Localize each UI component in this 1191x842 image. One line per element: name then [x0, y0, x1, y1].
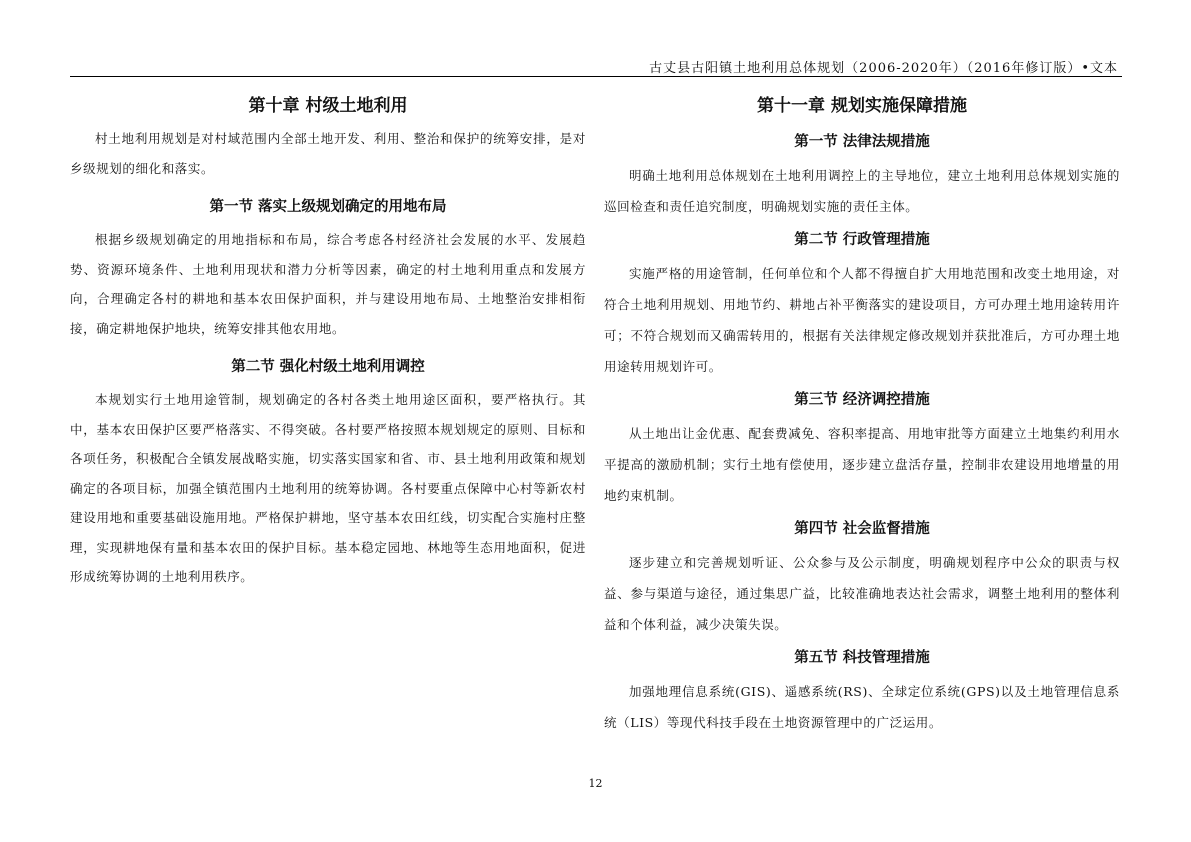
section-title: 第四节 社会监督措施: [794, 521, 930, 537]
right-column: [604, 88, 1120, 738]
section-text: 加强地理信息系统(GIS)、遥感系统(RS)、全球定位系统(GPS)以及土地管理信息系统（LIS）等现代科技手段在土地资源管理中的广泛运用。: [604, 684, 1120, 730]
section-title: 第二节 强化村级土地利用调控: [231, 359, 425, 375]
chapter-11-title: 第十一章 规划实施保障措施: [757, 96, 967, 116]
left-column: [70, 88, 586, 592]
section-title: 第一节 法律法规措施: [794, 134, 930, 150]
section-text: 本规划实行土地用途管制，规划确定的各村各类土地用途区面积，要严格执行。其中，基本农田保护区要严格落实、不得突破。各村要严格按照本规划规定的原则、目标和各项任务，积极配合全镇发展战略实施，切实落实国家和省、市、县土地利用政策和规划确定的各项目标，加强全镇范围内土地利用的统筹协调。各村要重点保障中心村等新农村建设用地和重要基础设施用地。严格保护耕地，坚守基本农田红线，切实配合实施村庄整理，实现耕地保有量和基本农田的保护目标。基本稳定园地、林地等生态用地面积，促进形成统筹协调的土地利用秩序。: [70, 392, 586, 584]
section-title: 第五节 科技管理措施: [794, 650, 930, 666]
section-text: 实施严格的用途管制，任何单位和个人都不得擅自扩大用地范围和改变土地用途，对符合土地利用规划、用地节约、耕地占补平衡落实的建设项目，方可办理土地用途转用许可；不符合规划而又确需转用的，根据有关法律规定修改规划并获批准后，方可办理土地用途转用规划许可。: [604, 266, 1120, 374]
section-text: 根据乡级规划确定的用地指标和布局，综合考虑各村经济社会发展的水平、发展趋势、资源环境条件、土地利用现状和潜力分析等因素，确定的村土地利用重点和发展方向，合理确定各村的耕地和基本农田保护面积，并与建设用地布局、土地整治安排相衔接，确定耕地保护地块，统筹安排其他农用地。: [70, 232, 586, 336]
chapter-10-title: 第十章 村级土地利用: [248, 96, 408, 116]
section-title: 第三节 经济调控措施: [794, 392, 930, 408]
section-title: 第一节 落实上级规划确定的用地布局: [209, 199, 447, 215]
page-number: 12: [588, 777, 603, 790]
section-text: 明确土地利用总体规划在土地利用调控上的主导地位，建立土地利用总体规划实施的巡回检查和责任追究制度，明确规划实施的责任主体。: [604, 168, 1120, 214]
section-text: 逐步建立和完善规划听证、公众参与及公示制度，明确规划程序中公众的职责与权益、参与渠道与途径，通过集思广益，比较准确地表达社会需求，调整土地利用的整体利益和个体利益，减少决策失误。: [604, 555, 1120, 632]
section-title: 第二节 行政管理措施: [794, 232, 930, 248]
page-header: [70, 44, 1122, 77]
header-title: 古丈县古阳镇土地利用总体规划（2006-2020年）（2016年修订版）•文本: [649, 61, 1118, 76]
chapter-10-intro: 村土地利用规划是对村域范围内全部土地开发、利用、整治和保护的统筹安排，是对乡级规划的细化和落实。: [70, 131, 586, 176]
section-text: 从土地出让金优惠、配套费减免、容积率提高、用地审批等方面建立土地集约利用水平提高的激励机制；实行土地有偿使用，逐步建立盘活存量，控制非农建设用地增量的用地约束机制。: [604, 426, 1120, 503]
